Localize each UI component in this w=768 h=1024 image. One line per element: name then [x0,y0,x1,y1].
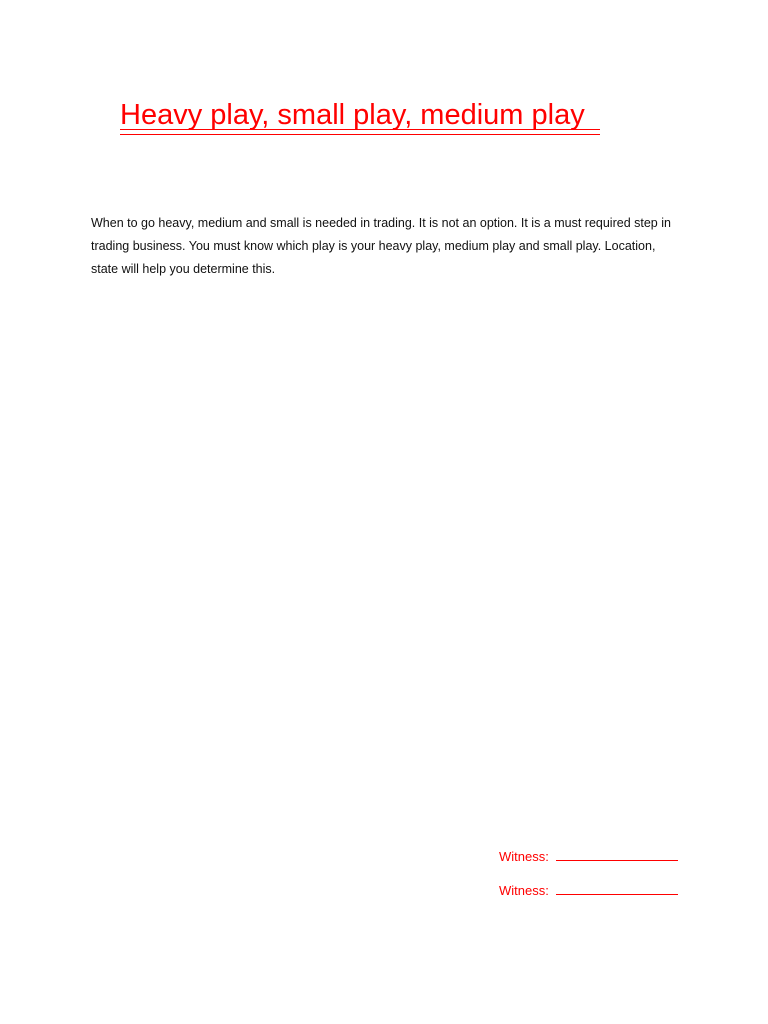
witness-line-2 [499,881,699,900]
body-paragraph: When to go heavy, medium and small is needed in trading. It is not an option. It is a must required step in trading business. You must know which play is your heavy play, medium play and small play. Location, state will help you determine this. [91,216,671,276]
signature-blank [556,881,678,895]
witness-line-1 [499,847,699,866]
signature-blank [556,847,678,861]
document-title: Heavy play, small play, medium play [120,99,585,131]
title-double-underline [120,129,600,135]
witness-label: Witness: [499,849,549,864]
witness-label: Witness: [499,883,549,898]
